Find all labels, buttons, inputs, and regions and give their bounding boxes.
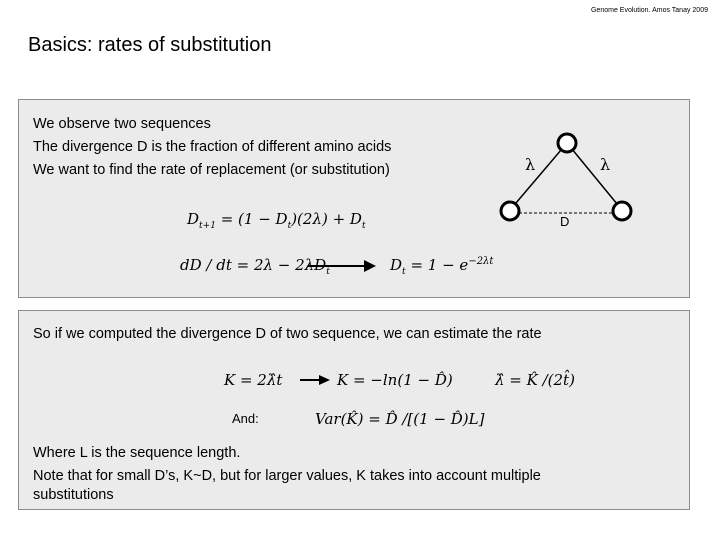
left-branch [510, 143, 567, 210]
right-leaf-node [613, 202, 631, 220]
slide-title: Basics: rates of substitution [28, 34, 272, 56]
equation-solution: $D_t = 1 - e^{-2\lambda t}$ [390, 256, 494, 277]
right-branch [567, 143, 622, 210]
box2-outro-line-2: Note that for small D’s, K~D, but for larger values, K takes into account multiple [33, 468, 541, 484]
left-leaf-node [501, 202, 519, 220]
equation-k-rate: K = 2λ̂t [224, 371, 283, 389]
slide-header: Genome Evolution. Amos Tanay 2009 [590, 7, 708, 14]
box1-line-3: We want to find the rate of replacement (or substitution) [33, 162, 390, 178]
arrow-2-head [319, 375, 330, 385]
box1-line-1: We observe two sequences [33, 116, 211, 132]
and-label: And: [232, 411, 259, 426]
box2-outro-line-3: substitutions [33, 487, 114, 503]
equation-differential: dD / dt = $2\lambda - 2\lambda D_t$ [180, 256, 330, 277]
box2-intro: So if we computed the divergence D of two sequence, we can estimate the rate [33, 326, 542, 342]
equation-k-estimate: K = −ln(1 − D̂) [337, 371, 453, 389]
box1-line-2: The divergence D is the fraction of different amino acids [33, 139, 392, 155]
equation-lambda-estimate: λ̂ = K̂ /(2t̂) [495, 371, 575, 389]
box2-outro-line-1: Where L is the sequence length. [33, 445, 241, 461]
equation-discrete-divergence: $D_{t+1} = (1 - D_t)(2\lambda) + D_t$ [187, 210, 366, 231]
equation-variance: Var(K̂) = D̂ /[(1 − D̂)L] [315, 410, 485, 428]
divergence-label: D [560, 214, 570, 229]
arrow-1-head [364, 260, 376, 272]
right-rate-label: λ [600, 155, 611, 174]
left-rate-label: λ [525, 155, 536, 174]
ancestor-node [558, 134, 576, 152]
